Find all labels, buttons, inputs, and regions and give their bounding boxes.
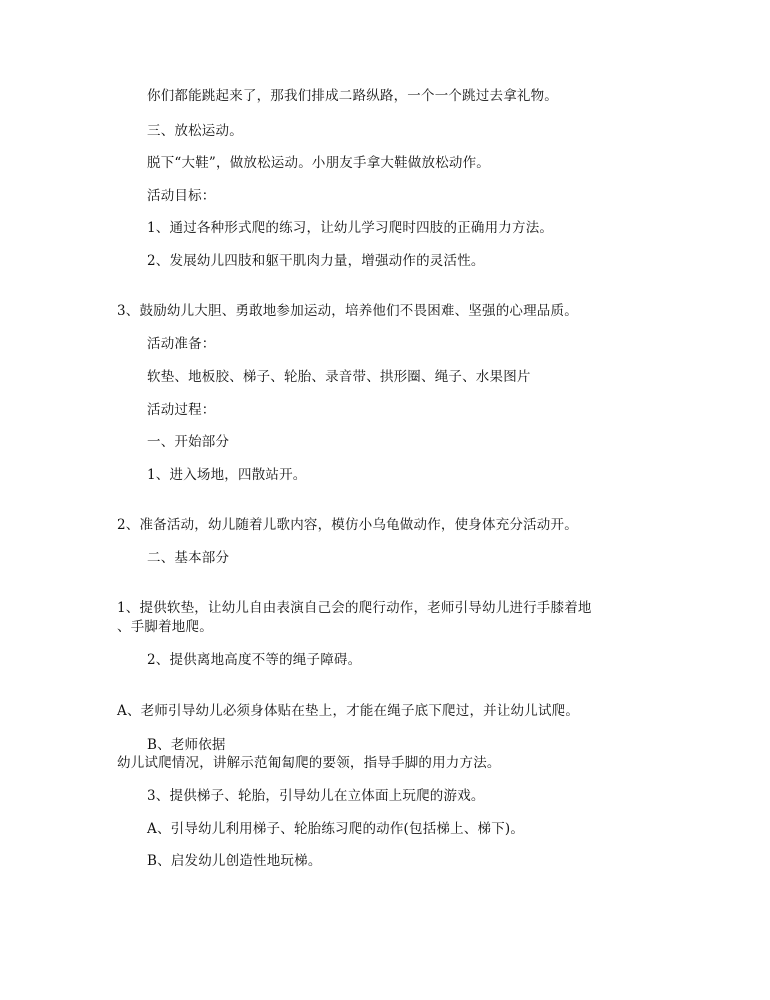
heading-preparation: 活动准备： <box>147 336 216 352</box>
goal-item-2: 2、发展幼儿四肢和躯干肌肉力量，增强动作的灵活性。 <box>147 253 485 269</box>
paragraph-jump-gift: 你们都能跳起来了，那我们排成二路纵路，一个一个跳过去拿礼物。 <box>147 88 558 104</box>
goal-item-1: 1、通过各种形式爬的练习，让幼儿学习爬时四肢的正确用力方法。 <box>147 220 554 236</box>
basic-item-2-b-line-1: B、老师依据 <box>147 737 226 753</box>
basic-item-3-b: B、启发幼儿创造性地玩梯。 <box>147 853 322 869</box>
start-item-1: 1、进入场地，四散站开。 <box>147 467 307 483</box>
heading-relax: 三、放松运动。 <box>147 123 243 139</box>
basic-item-1-line-2: 、手脚着地爬。 <box>117 619 213 635</box>
basic-item-2: 2、提供离地高度不等的绳子障碍。 <box>147 652 362 668</box>
heading-process: 活动过程： <box>147 402 216 418</box>
heading-basic-part: 二、基本部分 <box>147 550 230 566</box>
basic-item-3-a: A、引导幼儿利用梯子、轮胎练习爬的动作(包括梯上、梯下)。 <box>147 821 525 837</box>
heading-goals: 活动目标： <box>147 188 216 204</box>
paragraph-relax-action: 脱下“大鞋”，做放松运动。小朋友手拿大鞋做放松动作。 <box>147 155 491 171</box>
start-item-2: 2、准备活动，幼儿随着儿歌内容，模仿小乌龟做动作，使身体充分活动开。 <box>117 517 578 533</box>
goal-item-3: 3、鼓励幼儿大胆、勇敢地参加运动，培养他们不畏困难、坚强的心理品质。 <box>117 303 578 319</box>
basic-item-3: 3、提供梯子、轮胎，引导幼儿在立体面上玩爬的游戏。 <box>147 788 485 804</box>
basic-item-2-b-line-2: 幼儿试爬情况，讲解示范匍匐爬的要领，指导手脚的用力方法。 <box>117 755 501 771</box>
basic-item-2-a: A、老师引导幼儿必须身体贴在垫上，才能在绳子底下爬过，并让幼儿试爬。 <box>117 703 580 719</box>
basic-item-1-line-1: 1、提供软垫，让幼儿自由表演自己会的爬行动作，老师引导幼儿进行手膝着地 <box>117 600 592 616</box>
heading-start-part: 一、开始部分 <box>147 434 230 450</box>
preparation-list: 软垫、地板胶、梯子、轮胎、录音带、拱形圈、绳子、水果图片 <box>147 369 531 385</box>
